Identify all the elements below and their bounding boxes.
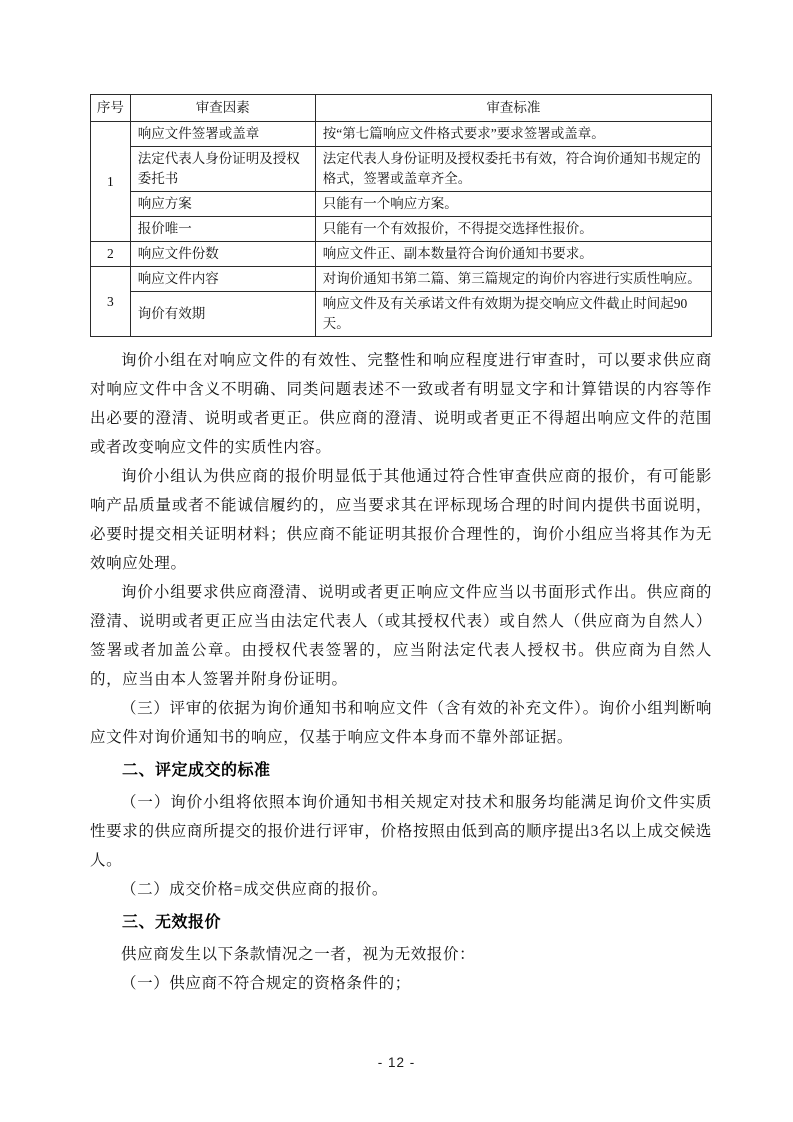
document-content [90, 346, 712, 998]
table-row [91, 192, 712, 217]
table-header-standard: 审查标准 [315, 95, 711, 122]
paragraph: 询价小组在对响应文件的有效性、完整性和响应程度进行审查时，可以要求供应商对响应文件中含义不明确、同类问题表述不一致或者有明显文字和计算错误的内容等作出必要的澄清、说明或者更正。供应商的澄清、说明或者更正不得超出响应文件的范围或者改变响应文件的实质性内容。 [90, 352, 712, 456]
paragraph: （三）评审的依据为询价通知书和响应文件（含有效的补充文件）。询价小组判断响应文件对询价通知书的响应，仅基于响应文件本身而不靠外部证据。 [90, 700, 712, 746]
section-heading: 二、评定成交的标准 [122, 762, 271, 779]
factor-cell: 响应文件签署或盖章 [130, 122, 315, 147]
review-table-body [91, 122, 712, 337]
table-header-row [91, 95, 712, 122]
standard-cell: 对询价通知书第二篇、第三篇规定的询价内容进行实质性响应。 [315, 267, 711, 292]
section-heading: 三、无效报价 [122, 914, 222, 931]
factor-cell: 法定代表人身份证明及授权委托书 [130, 147, 315, 192]
table-row [91, 242, 712, 267]
paragraph: 供应商发生以下条款情况之一者，视为无效报价： [121, 946, 476, 963]
paragraph: （二）成交价格=成交供应商的报价。 [121, 881, 388, 898]
seq-cell: 2 [91, 242, 131, 267]
table-header-seq: 序号 [91, 95, 131, 122]
factor-cell: 响应文件内容 [130, 267, 315, 292]
page-number: - 12 - [377, 1055, 416, 1070]
table-header-factor: 审查因素 [130, 95, 315, 122]
paragraph: （一）询价小组将依照本询价通知书相关规定对技术和服务均能满足询价文件实质性要求的供应商所提交的报价进行评审，价格按照由低到高的顺序提出3名以上成交候选人。 [90, 794, 712, 869]
paragraph: 询价小组要求供应商澄清、说明或者更正响应文件应当以书面形式作出。供应商的澄清、说明或者更正应当由法定代表人（或其授权代表）或自然人（供应商为自然人）签署或者加盖公章。由授权代表签署的，应当附法定代表人授权书。供应商为自然人的，应当由本人签署并附身份证明。 [90, 584, 712, 688]
table-row [91, 292, 712, 337]
standard-cell: 响应文件及有关承诺文件有效期为提交响应文件截止时间起90天。 [315, 292, 711, 337]
factor-cell: 响应文件份数 [130, 242, 315, 267]
seq-cell: 1 [91, 122, 131, 242]
paragraph: （一）供应商不符合规定的资格条件的； [121, 975, 411, 992]
factor-cell: 报价唯一 [130, 217, 315, 242]
standard-cell: 法定代表人身份证明及授权委托书有效，符合询价通知书规定的格式，签署或盖章齐全。 [315, 147, 711, 192]
seq-cell: 3 [91, 267, 131, 337]
standard-cell: 按“第七篇响应文件格式要求”要求签署或盖章。 [315, 122, 711, 147]
standard-cell: 响应文件正、副本数量符合询价通知书要求。 [315, 242, 711, 267]
standard-cell: 只能有一个响应方案。 [315, 192, 711, 217]
standard-cell: 只能有一个有效报价，不得提交选择性报价。 [315, 217, 711, 242]
paragraph: 询价小组认为供应商的报价明显低于其他通过符合性审查供应商的报价，有可能影响产品质量或者不能诚信履约的，应当要求其在评标现场合理的时间内提供书面说明，必要时提交相关证明材料；供应商不能证明其报价合理性的，询价小组应当将其作为无效响应处理。 [90, 468, 712, 572]
review-table [90, 94, 712, 337]
table-row [91, 267, 712, 292]
table-row [91, 217, 712, 242]
factor-cell: 询价有效期 [130, 292, 315, 337]
factor-cell: 响应方案 [130, 192, 315, 217]
table-row [91, 147, 712, 192]
table-row [91, 122, 712, 147]
